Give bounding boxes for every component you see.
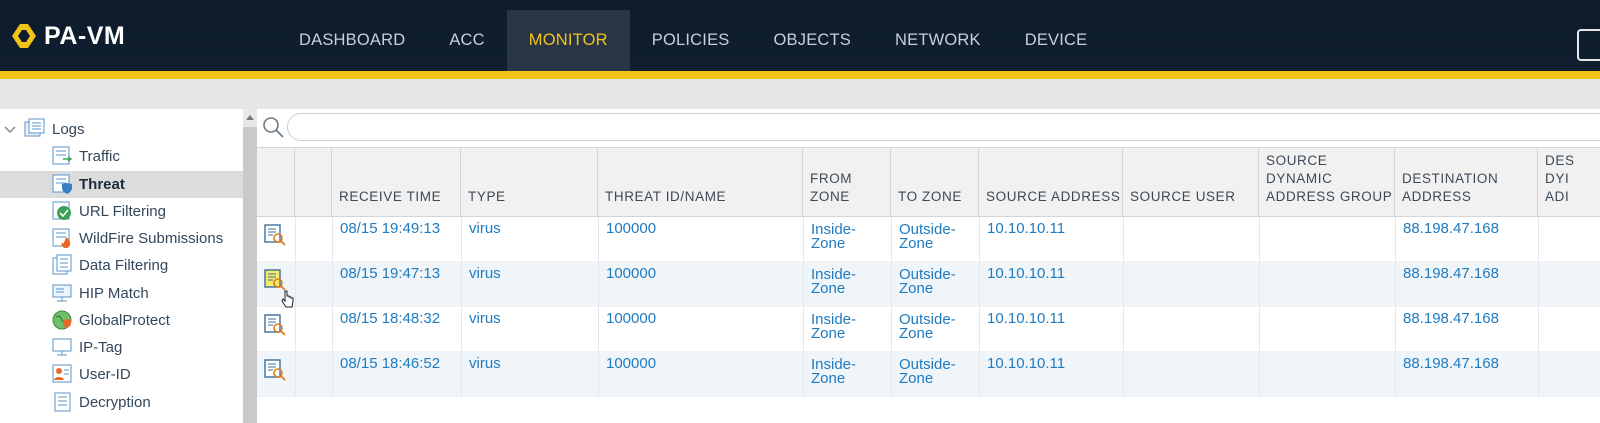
tree-item-logs[interactable] <box>0 116 243 143</box>
url-filtering-icon <box>51 200 73 222</box>
threat-log-panel <box>257 109 1600 423</box>
cell-destination-address[interactable]: 88.198.47.168 <box>1403 265 1499 282</box>
table-row[interactable] <box>257 307 1600 352</box>
column-header-destination-dag[interactable] <box>1538 147 1600 217</box>
column-header-label: TYPE <box>468 189 506 204</box>
tree-item-url-filtering[interactable] <box>0 198 243 225</box>
column-divider <box>979 217 980 262</box>
column-header-label: DESTINATION ADDRESS <box>1402 171 1499 204</box>
column-divider <box>1123 352 1124 397</box>
tree-item-decryption[interactable] <box>0 389 243 416</box>
column-divider <box>461 307 462 352</box>
data-filtering-icon <box>51 254 73 276</box>
tree-item-data-filtering[interactable] <box>0 252 243 279</box>
column-divider <box>1395 262 1396 307</box>
cell-to-zone[interactable]: Outside- Zone <box>899 311 956 342</box>
column-header-label: DES DYI ADI <box>1545 153 1575 204</box>
cell-to-zone[interactable]: Outside- Zone <box>899 356 956 387</box>
search-icon[interactable] <box>261 115 285 139</box>
cell-source-address[interactable]: 10.10.10.11 <box>987 265 1066 282</box>
tab-dashboard[interactable]: DASHBOARD <box>299 31 406 49</box>
chevron-down-icon[interactable] <box>4 124 16 136</box>
paloalto-logo-icon <box>10 21 38 51</box>
decryption-icon <box>51 391 73 413</box>
column-divider <box>1123 262 1124 307</box>
app-title: PA-VM <box>44 21 126 50</box>
table-row[interactable] <box>257 262 1600 307</box>
tree-item-label: URL Filtering <box>79 203 166 220</box>
traffic-log-icon <box>51 145 73 167</box>
cell-receive-time[interactable]: 08/15 19:47:13 <box>340 265 441 282</box>
cell-type[interactable]: virus <box>469 220 501 237</box>
column-header-to-zone[interactable] <box>891 147 979 217</box>
column-divider <box>295 262 296 307</box>
column-divider <box>1538 217 1539 262</box>
tab-policies[interactable]: POLICIES <box>651 31 730 49</box>
table-row[interactable] <box>257 352 1600 397</box>
column-divider <box>332 217 333 262</box>
column-divider <box>1538 352 1539 397</box>
column-divider <box>461 262 462 307</box>
tree-item-label: Logs <box>52 121 85 138</box>
column-divider <box>1395 217 1396 262</box>
cell-source-address[interactable]: 10.10.10.11 <box>987 220 1066 237</box>
top-header <box>0 0 1600 73</box>
column-divider <box>1123 307 1124 352</box>
pa-logo <box>10 20 125 52</box>
filter-bar <box>257 109 1600 147</box>
cell-from-zone[interactable]: Inside- Zone <box>811 266 857 297</box>
tab-objects[interactable]: OBJECTS <box>773 31 851 49</box>
column-header-detail[interactable] <box>257 147 295 217</box>
threat-log-icon <box>51 173 73 195</box>
column-header-threat-id[interactable] <box>598 147 803 217</box>
column-divider <box>598 262 599 307</box>
column-divider <box>1259 307 1260 352</box>
ip-tag-icon <box>51 336 73 358</box>
column-divider <box>1259 217 1260 262</box>
cell-type[interactable]: virus <box>469 310 501 327</box>
cell-threat-id[interactable]: 100000 <box>606 355 657 372</box>
tab-monitor[interactable]: MONITOR <box>507 10 630 71</box>
column-header-from-zone[interactable] <box>803 147 891 217</box>
column-header-label: RECEIVE TIME <box>339 189 442 204</box>
column-divider <box>891 352 892 397</box>
main-nav <box>277 10 1109 71</box>
detailed-log-view-icon[interactable] <box>264 359 286 381</box>
cell-receive-time[interactable]: 08/15 19:49:13 <box>340 220 441 237</box>
header-accent-strip <box>0 71 1600 79</box>
column-header-label: TO ZONE <box>898 189 962 204</box>
column-divider <box>979 307 980 352</box>
column-divider <box>461 352 462 397</box>
sub-toolbar <box>0 79 1600 109</box>
cell-from-zone[interactable]: Inside- Zone <box>811 221 857 252</box>
logs-folder-icon <box>24 118 46 140</box>
tree-item-label: WildFire Submissions <box>79 230 224 247</box>
table-row[interactable] <box>257 217 1600 262</box>
tree-item-traffic[interactable] <box>0 143 243 170</box>
scroll-up-arrow-icon[interactable] <box>243 109 257 127</box>
tree-item-label: Decryption <box>79 394 151 411</box>
tree-item-label: Traffic <box>79 148 120 165</box>
column-header-destination-address[interactable] <box>1395 147 1538 217</box>
column-divider <box>979 352 980 397</box>
cell-receive-time[interactable]: 08/15 18:46:52 <box>340 355 441 372</box>
column-divider <box>1538 262 1539 307</box>
column-header-label: SOURCE USER <box>1130 189 1236 204</box>
tab-device[interactable]: DEVICE <box>1024 31 1088 49</box>
column-divider <box>803 352 804 397</box>
user-id-icon <box>51 363 73 385</box>
tree-item-wildfire-submissions[interactable] <box>0 225 243 252</box>
column-header-label: SOURCE DYNAMIC ADDRESS GROUP <box>1266 153 1393 204</box>
column-divider <box>1259 262 1260 307</box>
tab-acc[interactable]: ACC <box>449 31 485 49</box>
tab-network[interactable]: NETWORK <box>895 31 981 49</box>
column-header-label: FROM ZONE <box>810 171 853 204</box>
column-divider <box>295 307 296 352</box>
cell-type[interactable]: virus <box>469 265 501 282</box>
tree-item-label: Threat <box>79 176 125 193</box>
column-header-source-dag[interactable] <box>1259 147 1395 217</box>
column-divider <box>598 217 599 262</box>
column-divider <box>891 217 892 262</box>
commit-button[interactable] <box>1577 29 1600 61</box>
column-divider <box>1538 307 1539 352</box>
cell-source-address[interactable]: 10.10.10.11 <box>987 355 1066 372</box>
column-header-source-user[interactable] <box>1123 147 1259 217</box>
tree-item-hip-match[interactable] <box>0 280 243 307</box>
column-divider <box>461 217 462 262</box>
cell-from-zone[interactable]: Inside- Zone <box>811 311 857 342</box>
column-divider <box>598 352 599 397</box>
tree-scrollbar[interactable] <box>243 109 257 423</box>
log-filter-input[interactable] <box>287 113 1600 141</box>
tree-item-label: GlobalProtect <box>79 312 170 329</box>
column-header-label: SOURCE ADDRESS <box>986 189 1121 204</box>
tree-item-threat[interactable] <box>0 171 243 198</box>
column-header-blank[interactable] <box>295 147 332 217</box>
wildfire-icon <box>51 227 73 249</box>
cell-source-address[interactable]: 10.10.10.11 <box>987 310 1066 327</box>
tree-item-label: HIP Match <box>79 285 149 302</box>
cell-to-zone[interactable]: Outside- Zone <box>899 266 956 297</box>
column-divider <box>1123 217 1124 262</box>
column-divider <box>1395 352 1396 397</box>
column-divider <box>295 217 296 262</box>
cell-type[interactable]: virus <box>469 355 501 372</box>
column-divider <box>1395 307 1396 352</box>
cell-destination-address[interactable]: 88.198.47.168 <box>1403 310 1499 327</box>
column-header-type[interactable] <box>461 147 598 217</box>
column-divider <box>332 307 333 352</box>
tree-item-ip-tag[interactable] <box>0 334 243 361</box>
detailed-log-view-icon[interactable] <box>264 314 286 336</box>
cell-threat-id[interactable]: 100000 <box>606 310 657 327</box>
logs-tree <box>0 109 243 423</box>
column-divider <box>803 262 804 307</box>
tree-item-globalprotect[interactable] <box>0 307 243 334</box>
cell-to-zone[interactable]: Outside- Zone <box>899 221 956 252</box>
cell-receive-time[interactable]: 08/15 18:48:32 <box>340 310 441 327</box>
column-divider <box>598 307 599 352</box>
column-divider <box>1259 352 1260 397</box>
column-divider <box>979 262 980 307</box>
column-divider <box>891 307 892 352</box>
column-divider <box>332 262 333 307</box>
tree-item-label: Data Filtering <box>79 257 169 274</box>
cell-destination-address[interactable]: 88.198.47.168 <box>1403 355 1499 372</box>
column-header-receive-time[interactable] <box>332 147 461 217</box>
cell-from-zone[interactable]: Inside- Zone <box>811 356 857 387</box>
mouse-cursor-icon <box>281 289 295 311</box>
column-divider <box>803 307 804 352</box>
globalprotect-icon <box>51 309 73 331</box>
column-divider <box>803 217 804 262</box>
column-divider <box>332 352 333 397</box>
cell-destination-address[interactable]: 88.198.47.168 <box>1403 220 1499 237</box>
tree-item-user-id[interactable] <box>0 361 243 388</box>
cell-threat-id[interactable]: 100000 <box>606 220 657 237</box>
detailed-log-view-icon[interactable] <box>264 224 286 246</box>
column-divider <box>891 262 892 307</box>
column-header-source-address[interactable] <box>979 147 1123 217</box>
detailed-log-view-icon[interactable] <box>264 269 286 291</box>
tree-item-label: User-ID <box>79 366 131 383</box>
column-header-label: THREAT ID/NAME <box>605 189 727 204</box>
cell-threat-id[interactable]: 100000 <box>606 265 657 282</box>
hip-match-icon <box>51 282 73 304</box>
column-divider <box>295 352 296 397</box>
tree-item-label: IP-Tag <box>79 339 123 356</box>
